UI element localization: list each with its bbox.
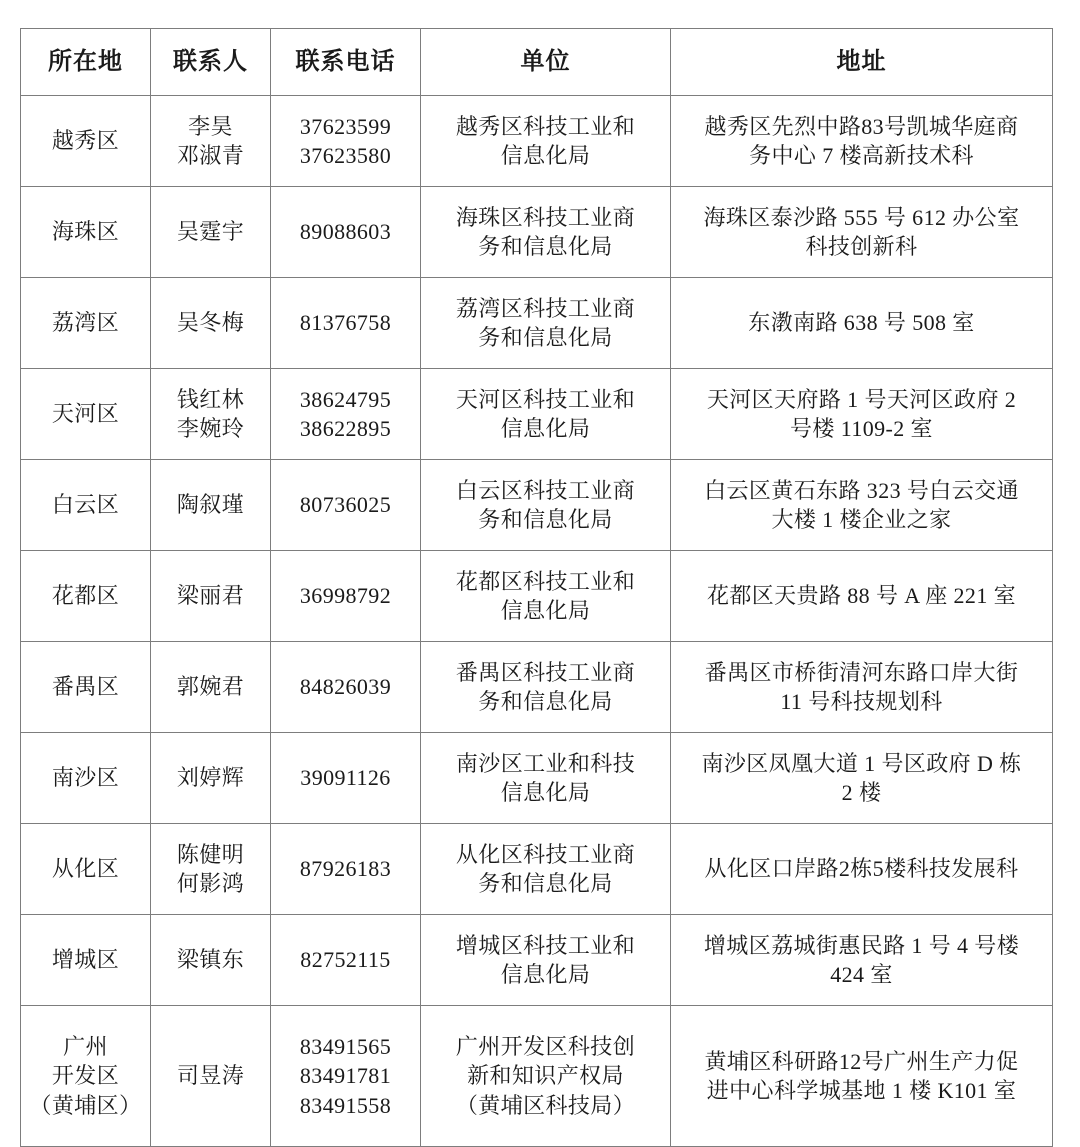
table-row — [21, 460, 1053, 551]
cell-lines — [158, 763, 263, 792]
cell-lines — [428, 749, 663, 808]
cell-lines — [278, 763, 413, 792]
cell-line: 东漖南路 638 号 508 室 — [748, 310, 975, 336]
cell-lines — [278, 581, 413, 610]
cell-line: 务和信息化局 — [478, 871, 613, 896]
cell-line: 越秀区 — [51, 128, 120, 154]
cell-phone — [271, 460, 421, 551]
cell-line: 进中心科学城基地 1 楼 K101 室 — [706, 1078, 1017, 1103]
cell-address — [671, 460, 1053, 551]
cell-line: 司昱涛 — [176, 1063, 245, 1089]
cell-line: 38622895 — [299, 416, 392, 441]
cell-person — [151, 369, 271, 460]
cell-unit — [421, 733, 671, 824]
cell-lines — [158, 385, 263, 444]
cell-line: 信息化局 — [500, 416, 591, 441]
cell-address — [671, 1006, 1053, 1147]
cell-phone — [271, 369, 421, 460]
cell-unit — [421, 824, 671, 915]
cell-line: 海珠区泰沙路 555 号 612 办公室 — [703, 204, 1020, 230]
cell-lines — [428, 294, 663, 353]
cell-line: 37623580 — [299, 143, 392, 168]
cell-lines — [158, 112, 263, 171]
cell-lines — [28, 854, 143, 883]
table-row — [21, 1006, 1053, 1147]
column-header-unit: 单位 — [421, 29, 671, 96]
cell-line: 11 号科技规划科 — [780, 689, 943, 714]
cell-line: 务和信息化局 — [478, 234, 613, 259]
cell-line: 36998792 — [299, 583, 392, 609]
cell-unit — [421, 369, 671, 460]
cell-lines — [678, 854, 1045, 883]
cell-line: 花都区 — [51, 583, 120, 609]
cell-lines — [158, 672, 263, 701]
cell-unit — [421, 1006, 671, 1147]
cell-lines — [428, 840, 663, 899]
cell-line: 83491558 — [299, 1092, 392, 1118]
cell-line: 82752115 — [300, 947, 391, 973]
cell-region — [21, 278, 151, 369]
cell-line: 信息化局 — [500, 962, 591, 987]
cell-line: 郭婉君 — [176, 674, 245, 700]
cell-lines — [158, 581, 263, 610]
cell-lines — [678, 203, 1045, 262]
cell-person — [151, 642, 271, 733]
cell-line: 开发区 — [51, 1063, 120, 1089]
cell-line: 何影鸿 — [176, 871, 245, 896]
table-header-row — [21, 29, 1053, 96]
cell-line: 信息化局 — [500, 143, 591, 168]
cell-phone — [271, 278, 421, 369]
cell-line: 信息化局 — [500, 780, 591, 805]
cell-lines — [158, 840, 263, 899]
cell-person — [151, 96, 271, 187]
cell-line: 89088603 — [299, 219, 392, 245]
cell-address — [671, 551, 1053, 642]
cell-address — [671, 733, 1053, 824]
table-row — [21, 733, 1053, 824]
cell-unit — [421, 460, 671, 551]
cell-region — [21, 96, 151, 187]
contact-table — [20, 28, 1053, 1147]
cell-line: 钱红林 — [176, 386, 245, 412]
cell-phone — [271, 551, 421, 642]
cell-line: 38624795 — [299, 386, 392, 412]
cell-line: 2 楼 — [841, 780, 882, 805]
cell-unit — [421, 96, 671, 187]
cell-line: 信息化局 — [500, 598, 591, 623]
cell-lines — [678, 581, 1045, 610]
cell-lines — [278, 112, 413, 171]
cell-address — [671, 369, 1053, 460]
cell-line: 陶叙瑾 — [176, 492, 245, 518]
cell-lines — [278, 672, 413, 701]
cell-line: 增城区 — [51, 947, 120, 973]
cell-line: 白云区黄石东路 323 号白云交通 — [704, 477, 1019, 503]
cell-line: 海珠区科技工业商 — [455, 204, 636, 230]
cell-lines — [678, 308, 1045, 337]
cell-line: 天河区天府路 1 号天河区政府 2 — [706, 386, 1017, 412]
cell-region — [21, 915, 151, 1006]
cell-lines — [678, 112, 1045, 171]
cell-lines — [428, 203, 663, 262]
cell-lines — [278, 945, 413, 974]
cell-address — [671, 187, 1053, 278]
cell-region — [21, 1006, 151, 1147]
cell-region — [21, 369, 151, 460]
cell-line: 荔湾区科技工业商 — [455, 295, 636, 321]
cell-line: 黄埔区科研路12号广州生产力促 — [704, 1048, 1019, 1074]
cell-lines — [158, 490, 263, 519]
cell-lines — [278, 308, 413, 337]
cell-line: 39091126 — [300, 765, 391, 791]
cell-line: 天河区科技工业和 — [455, 386, 636, 412]
cell-line: （黄埔区） — [29, 1092, 142, 1118]
cell-line: 务和信息化局 — [478, 507, 613, 532]
cell-line: 81376758 — [299, 310, 392, 336]
cell-unit — [421, 642, 671, 733]
cell-line: 吴冬梅 — [176, 310, 245, 336]
cell-lines — [678, 658, 1045, 717]
cell-line: 广州开发区科技创 — [455, 1033, 636, 1059]
cell-line: 37623599 — [299, 113, 392, 139]
cell-line: 南沙区 — [51, 765, 120, 791]
column-header-region: 所在地 — [21, 29, 151, 96]
cell-lines — [428, 112, 663, 171]
cell-person — [151, 1006, 271, 1147]
cell-lines — [158, 1061, 263, 1090]
cell-line: 吴霆宇 — [176, 219, 245, 245]
table-row — [21, 642, 1053, 733]
cell-line: 海珠区 — [51, 219, 120, 245]
cell-region — [21, 551, 151, 642]
cell-line: 424 室 — [830, 962, 893, 987]
cell-region — [21, 824, 151, 915]
cell-phone — [271, 642, 421, 733]
cell-lines — [678, 749, 1045, 808]
cell-lines — [28, 126, 143, 155]
cell-region — [21, 460, 151, 551]
cell-line: 务中心 7 楼高新技术科 — [749, 143, 974, 168]
cell-line: 务和信息化局 — [478, 325, 613, 350]
cell-line: 从化区口岸路2栋5楼科技发展科 — [704, 856, 1019, 882]
cell-person — [151, 278, 271, 369]
cell-region — [21, 733, 151, 824]
cell-line: 番禺区 — [51, 674, 120, 700]
table-row — [21, 551, 1053, 642]
cell-lines — [28, 490, 143, 519]
cell-region — [21, 187, 151, 278]
cell-line: 84826039 — [299, 674, 392, 700]
cell-lines — [678, 476, 1045, 535]
cell-address — [671, 915, 1053, 1006]
table-row — [21, 369, 1053, 460]
cell-person — [151, 733, 271, 824]
cell-line: 南沙区工业和科技 — [455, 750, 636, 776]
cell-lines — [28, 308, 143, 337]
cell-lines — [428, 1032, 663, 1120]
cell-line: 花都区科技工业和 — [455, 568, 636, 594]
cell-line: 科技创新科 — [805, 234, 918, 259]
cell-lines — [28, 217, 143, 246]
cell-lines — [428, 567, 663, 626]
column-header-phone: 联系电话 — [271, 29, 421, 96]
cell-phone — [271, 824, 421, 915]
table-body — [21, 96, 1053, 1147]
cell-line: 增城区科技工业和 — [455, 932, 636, 958]
cell-phone — [271, 187, 421, 278]
cell-person — [151, 460, 271, 551]
cell-lines — [678, 385, 1045, 444]
cell-line: 从化区 — [51, 856, 120, 882]
cell-lines — [428, 931, 663, 990]
cell-line: 梁镇东 — [176, 947, 245, 973]
cell-line: 越秀区先烈中路83号凯城华庭商 — [704, 113, 1019, 139]
cell-line: 番禺区市桥街清河东路口岸大街 — [704, 659, 1019, 685]
cell-line: 从化区科技工业商 — [455, 841, 636, 867]
cell-lines — [28, 763, 143, 792]
cell-lines — [278, 490, 413, 519]
cell-lines — [158, 308, 263, 337]
cell-lines — [158, 945, 263, 974]
cell-phone — [271, 915, 421, 1006]
table-row — [21, 187, 1053, 278]
cell-lines — [428, 385, 663, 444]
cell-lines — [278, 385, 413, 444]
cell-lines — [158, 217, 263, 246]
cell-line: 荔湾区 — [51, 310, 120, 336]
cell-person — [151, 187, 271, 278]
cell-line: 越秀区科技工业和 — [455, 113, 636, 139]
cell-lines — [678, 931, 1045, 990]
cell-lines — [428, 476, 663, 535]
cell-line: 大楼 1 楼企业之家 — [771, 507, 952, 532]
cell-lines — [278, 854, 413, 883]
cell-line: 80736025 — [299, 492, 392, 518]
column-header-address: 地址 — [671, 29, 1053, 96]
cell-lines — [278, 1032, 413, 1120]
cell-address — [671, 642, 1053, 733]
cell-region — [21, 642, 151, 733]
cell-address — [671, 96, 1053, 187]
cell-line: 南沙区凤凰大道 1 号区政府 D 栋 — [701, 750, 1022, 776]
cell-line: 白云区 — [51, 492, 120, 518]
cell-line: 李昊 — [188, 113, 233, 139]
cell-lines — [278, 217, 413, 246]
column-header-person: 联系人 — [151, 29, 271, 96]
table-header — [21, 29, 1053, 96]
table-row — [21, 915, 1053, 1006]
cell-line: 白云区科技工业商 — [455, 477, 636, 503]
table-row — [21, 278, 1053, 369]
cell-address — [671, 824, 1053, 915]
cell-person — [151, 551, 271, 642]
cell-line: 陈健明 — [176, 841, 245, 867]
cell-lines — [428, 658, 663, 717]
cell-line: 梁丽君 — [176, 583, 245, 609]
cell-line: （黄埔区科技局） — [455, 1092, 636, 1118]
cell-unit — [421, 278, 671, 369]
cell-line: 83491565 — [299, 1033, 392, 1059]
cell-line: 号楼 1109-2 室 — [790, 416, 933, 441]
table-row — [21, 96, 1053, 187]
cell-line: 番禺区科技工业商 — [455, 659, 636, 685]
cell-line: 83491781 — [299, 1063, 392, 1089]
cell-person — [151, 824, 271, 915]
cell-lines — [28, 581, 143, 610]
cell-line: 邓淑青 — [176, 143, 245, 168]
cell-lines — [28, 672, 143, 701]
cell-line: 增城区荔城街惠民路 1 号 4 号楼 — [703, 932, 1020, 958]
cell-line: 广州 — [63, 1033, 108, 1059]
cell-line: 87926183 — [299, 856, 392, 882]
cell-address — [671, 278, 1053, 369]
cell-unit — [421, 915, 671, 1006]
cell-lines — [28, 945, 143, 974]
cell-person — [151, 915, 271, 1006]
cell-lines — [28, 399, 143, 428]
cell-phone — [271, 96, 421, 187]
cell-line: 天河区 — [51, 401, 120, 427]
cell-unit — [421, 187, 671, 278]
cell-line: 刘婷辉 — [176, 765, 245, 791]
cell-lines — [678, 1047, 1045, 1106]
cell-unit — [421, 551, 671, 642]
cell-phone — [271, 1006, 421, 1147]
cell-line: 李婉玲 — [176, 416, 245, 441]
cell-line: 新和知识产权局 — [467, 1063, 624, 1089]
cell-line: 花都区天贵路 88 号 A 座 221 室 — [706, 583, 1017, 609]
table-row — [21, 824, 1053, 915]
cell-line: 务和信息化局 — [478, 689, 613, 714]
cell-lines — [28, 1032, 143, 1120]
cell-phone — [271, 733, 421, 824]
